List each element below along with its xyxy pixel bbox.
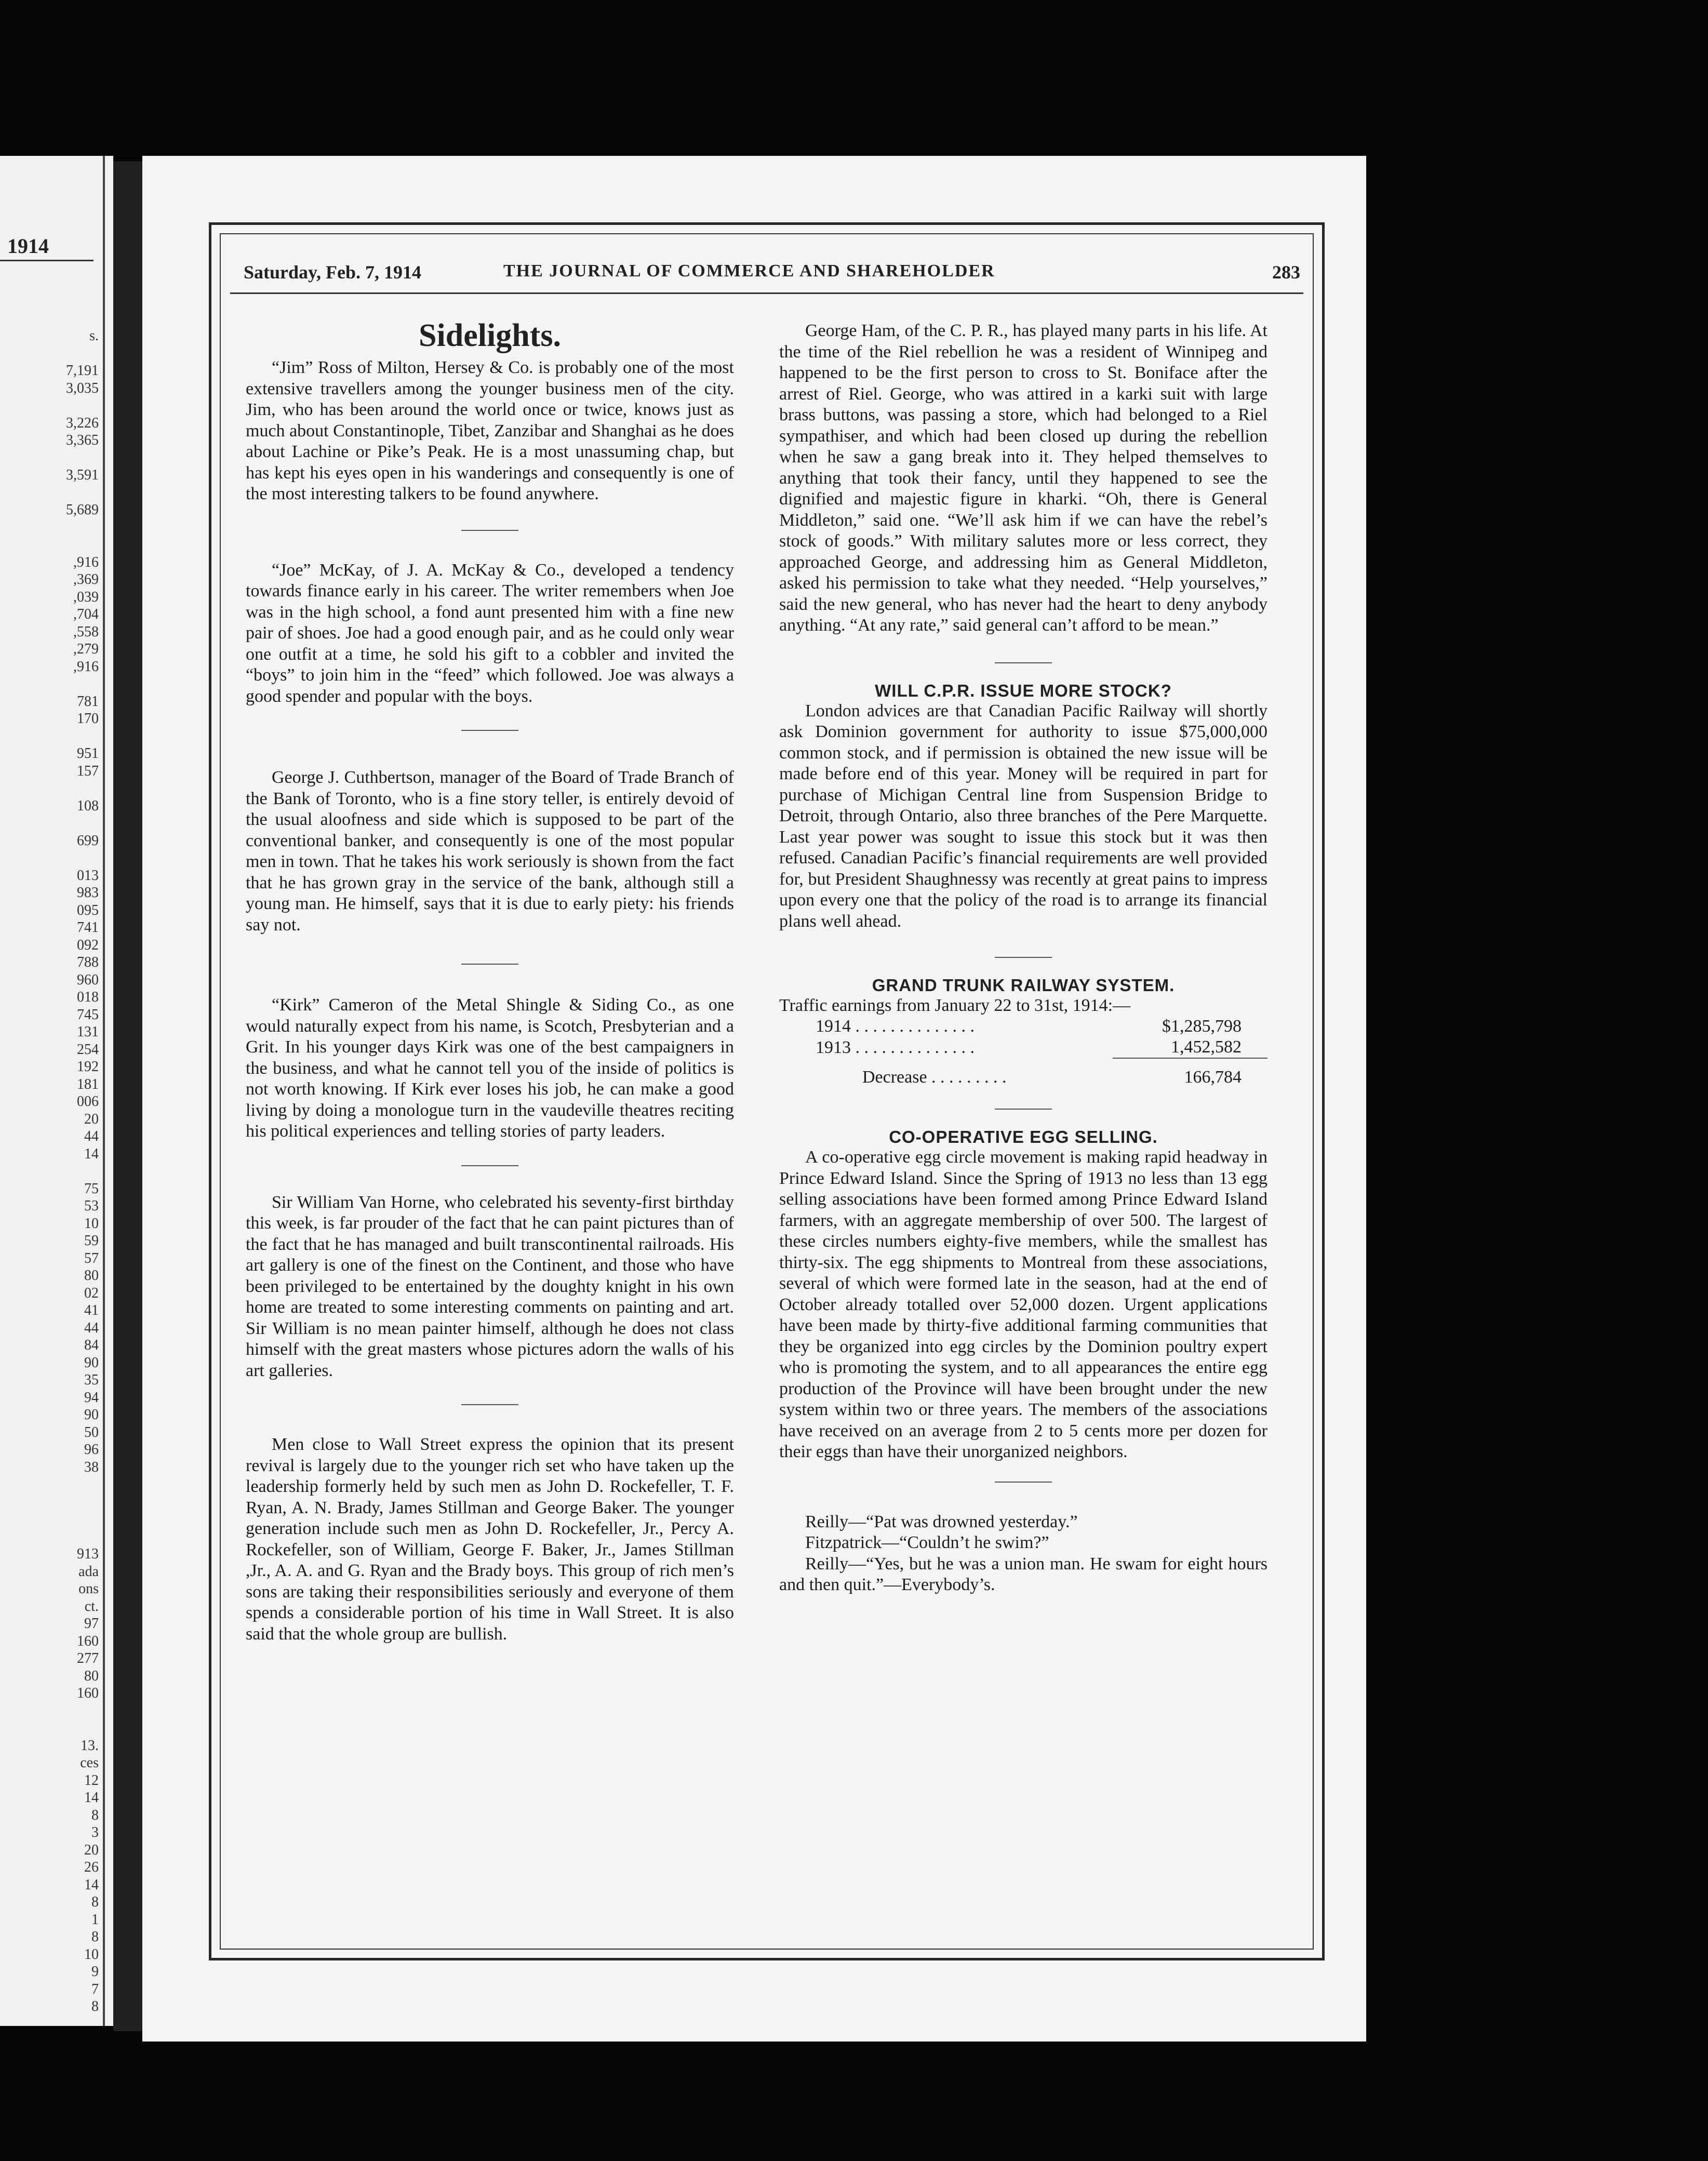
- header-page-number: 283: [1272, 262, 1300, 283]
- sidelights-paragraph-joe-mckay: “Joe” McKay, of J. A. McKay & Co., developed a tendency towards finance early in his career. The writer remembers when Joe was in the high school, a fond aunt presented him with a fine new pair of shoes. Joe had a good enough pair, and as he could only wear one outfit at a time, he sold his gift to a cobbler and invited the “boys” to join him in the “feed” which followed. Joe was always a good spender and popular with the boys.: [246, 560, 734, 706]
- earnings-value: $1,285,798: [1162, 1017, 1242, 1036]
- adjacent-page-year: 1914: [7, 234, 49, 258]
- adjacent-page-rule: [0, 260, 94, 261]
- earnings-year-label: 1913 . . . . . . . . . . . . . .: [816, 1037, 975, 1057]
- sidelights-paragraph-george-ham: George Ham, of the C. P. R., has played many parts in his life. At the time of the Riel rebellion he was a resident of Winnipeg and happened to be the first person to cross to St. Boniface after the arrest of Riel. George, who was attired in a karki suit with large brass buttons, was passing a store, which had belonged to a Riel sympathiser, and which had been closed up during the rebellion when he saw a gang break into it. They helped themselves to anything that took their fancy, until they happened to see the dignified and majestic figure in kharki. “Oh, there is General Middleton,” said one. “We’ll ask him if we can have the rebel’s stock of goods.” With military salutes more or less correct, they approached George, and addressing him as General Middleton, asked his permission to take what they needed. “Help yourselves,” said the new general, who has never had the heart to deny anybody anything. “At any rate,” said general can’t afford to be mean.”: [779, 321, 1267, 635]
- cpr-stock-heading: WILL C.P.R. ISSUE MORE STOCK?: [875, 681, 1172, 700]
- page-gutter: [113, 161, 142, 2031]
- header-title: THE JOURNAL OF COMMERCE AND SHAREHOLDER: [503, 261, 995, 281]
- egg-selling-heading: CO-OPERATIVE EGG SELLING.: [889, 1127, 1158, 1146]
- separator-rule: [461, 530, 518, 531]
- left-column: [246, 317, 734, 1645]
- journal-page: [142, 156, 1366, 2042]
- table-row: [779, 1058, 1267, 1088]
- separator-rule: [461, 964, 518, 965]
- sidelights-heading: Sidelights.: [419, 318, 561, 353]
- header-rule: [230, 292, 1303, 294]
- earnings-caption: Traffic earnings from January 22 to 31st, 1914:—: [779, 996, 1131, 1015]
- sidelights-paragraph-jim-ross: “Jim” Ross of Milton, Hersey & Co. is probably one of the most extensive travellers among the younger business men of the city. Jim, who has been around the world once or twice, knows just as much about Constantinople, Tibet, Zanzibar and Shanghai as he does about Lachine or Pike’s Peak. He is a most unassuming chap, but has kept his eyes open in his wanderings and consequently is one of the most interesting talkers to be found anywhere.: [246, 358, 734, 503]
- separator-rule: [995, 662, 1052, 663]
- earnings-total-value: 166,784: [1184, 1068, 1242, 1087]
- separator-rule: [995, 957, 1052, 958]
- table-row: [779, 995, 1267, 1016]
- sidelights-paragraph-van-horne: Sir William Van Horne, who celebrated his seventy-first birthday this week, is far prouder of the fact that he can paint pictures than of the fact that he has managed and built transcontinental railroads. His art gallery is one of the finest on the Continent, and those who have been privileged to be entertained by the doughty knight in his own home are treated to some interesting comments on painting and art. Sir William is no mean painter himself, although he does not class himself with the great masters whose pictures adorn the walls of his art galleries.: [246, 1192, 734, 1380]
- joke-line-2: Fitzpatrick—“Couldn’t he swim?”: [805, 1533, 1049, 1552]
- earnings-total-label: Decrease . . . . . . . . .: [862, 1067, 1007, 1087]
- header-date: Saturday, Feb. 7, 1914: [244, 262, 422, 283]
- grand-trunk-heading: GRAND TRUNK RAILWAY SYSTEM.: [872, 976, 1175, 995]
- sidelights-paragraph-cuthbertson: George J. Cuthbertson, manager of the Board of Trade Branch of the Bank of Toronto, who is a fine story teller, is entirely devoid of the usual aloofness and side which is supposed to be part of the conventional banker, and consequently is one of the most popular men in town. That he takes his work seriously is shown from the fact that he has grown gray in the service of the bank, although still a young man. He himself, says that it is due to early piety: his friends say not.: [246, 768, 734, 935]
- right-column: [779, 317, 1267, 1596]
- joke-line-3: Reilly—“Yes, but he was a union man. He swam for eight hours and then quit.”—Everybody’s.: [779, 1554, 1267, 1594]
- grand-trunk-earnings-table: [779, 995, 1267, 1088]
- table-row: [779, 1016, 1267, 1037]
- adjacent-page-numbers: s. 7,191 3,035 3,226 3,365 3,591 5,689 ,916 ,369 ,039 ,704 ,558 ,279 ,916 781 170 951 157 108 699 013 983 095 741 092 788 960 018 745 131 254 192 181 006 20 44 14 75 53 10 59 57 80 02 41 44 84 90 35 94 90 50 96 38 913 ada ons ct. 97 160 277 80 160 13. ces 12 14 8 3 20 26 14 8 1 8 10 9 7 8: [66, 328, 99, 2015]
- cpr-stock-body: London advices are that Canadian Pacific Railway will shortly ask Dominion government for authority to issue $75,000,000 common stock, and if permission is obtained the new issue will be made before end of this year. Money will be required in part for purchase of Michigan Central line from Suspension Bridge to Detroit, through Ontario, also three branches of the Pere Marquette. Last year power was sought to issue this stock but it was then refused. Canadian Pacific’s financial requirements are well provided for, but President Shaughnessy was recently at great pains to impress upon every one that the policy of the road is to arrange its financial plans well ahead.: [779, 701, 1267, 931]
- separator-rule: [995, 1109, 1052, 1110]
- running-header: [238, 261, 1303, 292]
- separator-rule: [461, 1165, 518, 1166]
- adjacent-page-column-rule: [103, 156, 105, 2026]
- separator-rule: [461, 1404, 518, 1405]
- separator-rule: [461, 730, 518, 731]
- separator-rule: [995, 1482, 1052, 1483]
- egg-selling-body: A co-operative egg circle movement is making rapid headway in Prince Edward Island. Since the Spring of 1913 no less than 13 egg selling associations have been formed among Prince Edward Island farmers, with an aggregate membership of over 500. The largest of these circles numbers eighty-five members, while the smallest has thirty-six. The egg shipments to Montreal from these associations, several of which were formed late in the season, had at the end of October already totalled over 52,000 dozen. Urgent applications have been made by thirty-five additional farming communities that they be organized into egg circles by the Dominion poultry expert who is promoting the system, and to all appearances the entire egg production of the Province will have been brought under the new system within two or three years. The members of the associations have received on an average from 2 to 5 cents more per dozen for their eggs than have their unorganized neighbors.: [779, 1148, 1267, 1461]
- sidelights-paragraph-wall-street: Men close to Wall Street express the opinion that its present revival is largely due to the younger rich set who have taken up the leadership formerly held by such men as John D. Rockefeller, T. F. Ryan, A. N. Brady, James Stillman and George Baker. The younger generation include such men as John D. Rockefeller, Jr., Percy A. Rockefeller, son of William, George F. Baker, Jr., James Stillman ,Jr., A. A. and G. Ryan and the Brady boys. This group of rich men’s sons are taking their responsibilities seriously and everyone of them spends a considerable portion of his time in Wall Street. It is also said that the whole group are bullish.: [246, 1435, 734, 1644]
- earnings-year-label: 1914 . . . . . . . . . . . . . .: [816, 1017, 975, 1036]
- table-row: [779, 1037, 1267, 1058]
- earnings-value: 1,452,582: [1113, 1037, 1267, 1058]
- page-frame: [209, 222, 1325, 1960]
- adjacent-page-fragment: [0, 156, 113, 2026]
- page-frame-inner: [220, 233, 1314, 1950]
- sidelights-paragraph-kirk-cameron: “Kirk” Cameron of the Metal Shingle & Siding Co., as one would naturally expect from his name, is Scotch, Presbyterian and a Grit. In his younger days Kirk was one of the best campaigners in the business, and what he cannot tell you of the inside of politics is not worth knowing. If Kirk ever loses his job, he can make a good living by doing a monologue turn in the vaudeville theatres reciting his political experiences and telling stories of party leaders.: [246, 995, 734, 1141]
- joke-line-1: Reilly—“Pat was drowned yesterday.”: [805, 1512, 1078, 1531]
